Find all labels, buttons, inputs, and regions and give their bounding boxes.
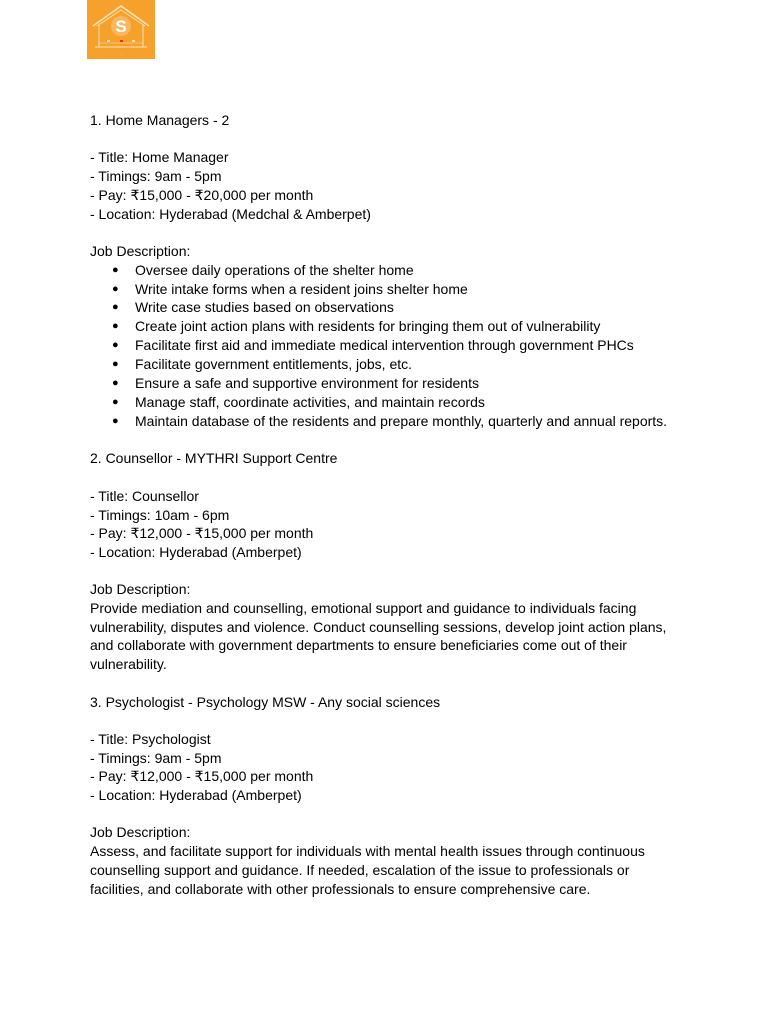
list-item-text: Maintain database of the residents and prepare monthly, quarterly and annual reports. — [135, 412, 668, 429]
job-title-line: - Title: Counsellor — [90, 487, 199, 504]
list-item — [90, 355, 690, 374]
job-pay-line: - Pay: ₹12,000 - ₹15,000 per month — [90, 525, 314, 542]
list-item-text: Write intake forms when a resident joins shelter home — [135, 280, 468, 297]
list-item-text: Facilitate first aid and immediate medical intervention through government PHCs — [135, 337, 634, 354]
job-duties-list — [90, 261, 690, 431]
job-description-text: Assess, and facilitate support for individuals with mental health issues through continuous counselling support and guidance. If needed, escalation of the issue to professionals or facilities, and collaborate with other professionals to ensure comprehensive care. — [90, 843, 645, 897]
bullet-icon: ● — [112, 414, 119, 427]
job-location-line: - Location: Hyderabad (Amberpet) — [90, 543, 302, 560]
job-section-counsellor — [90, 449, 690, 692]
list-item-text: Facilitate government entitlements, jobs, etc. — [135, 356, 413, 373]
bullet-icon: ● — [112, 263, 119, 276]
bullet-icon: ● — [112, 395, 119, 408]
job-listings-document — [90, 111, 690, 898]
list-item — [90, 261, 690, 280]
list-item-text: Oversee daily operations of the shelter home — [135, 261, 414, 278]
logo-letter: S — [115, 17, 127, 36]
job-heading: 3. Psychologist - Psychology MSW - Any social sciences — [90, 693, 441, 710]
job-section-home-manager — [90, 111, 690, 449]
job-location-line: - Location: Hyderabad (Amberpet) — [90, 787, 302, 804]
list-item — [90, 374, 690, 393]
list-item — [90, 393, 690, 412]
organization-logo — [87, 0, 155, 59]
job-heading: 2. Counsellor - MYTHRI Support Centre — [90, 450, 338, 467]
list-item — [90, 412, 690, 431]
job-location-line: - Location: Hyderabad (Medchal & Amberpet) — [90, 205, 371, 222]
list-item — [90, 280, 690, 299]
job-pay-line: - Pay: ₹12,000 - ₹15,000 per month — [90, 768, 314, 785]
bullet-icon: ● — [112, 301, 119, 314]
job-title-line: - Title: Psychologist — [90, 730, 211, 747]
list-item-text: Ensure a safe and supportive environment for residents — [135, 375, 479, 392]
job-description-label: Job Description: — [90, 824, 191, 841]
list-item-text: Manage staff, coordinate activities, and maintain records — [135, 393, 485, 410]
bullet-icon: ● — [112, 339, 119, 352]
bullet-icon: ● — [112, 377, 119, 390]
job-timings-line: - Timings: 9am - 5pm — [90, 749, 222, 766]
bullet-icon: ● — [112, 358, 119, 371]
job-timings-line: - Timings: 9am - 5pm — [90, 168, 222, 185]
list-item-text: Write case studies based on observations — [135, 299, 394, 316]
list-item — [90, 317, 690, 336]
house-logo-icon — [87, 0, 155, 59]
job-description-text: Provide mediation and counselling, emotional support and guidance to individuals facing vulnerability, disputes and violence. Conduct counselling sessions, develop joint action plans, and collaborate with government departments to ensure beneficiaries come out of their vulnerability. — [90, 600, 667, 673]
job-pay-line: - Pay: ₹15,000 - ₹20,000 per month — [90, 186, 314, 203]
job-timings-line: - Timings: 10am - 6pm — [90, 506, 230, 523]
job-heading: 1. Home Managers - 2 — [90, 112, 230, 128]
job-section-psychologist — [90, 693, 690, 899]
job-description-label: Job Description: — [90, 242, 191, 259]
job-description-label: Job Description: — [90, 581, 191, 598]
list-item — [90, 298, 690, 317]
job-title-line: - Title: Home Manager — [90, 149, 229, 166]
svg-text:—: — — [119, 52, 123, 56]
bullet-icon: ● — [112, 320, 119, 333]
bullet-icon: ● — [112, 282, 119, 295]
list-item-text: Create joint action plans with residents for bringing them out of vulnerability — [135, 318, 601, 335]
list-item — [90, 336, 690, 355]
